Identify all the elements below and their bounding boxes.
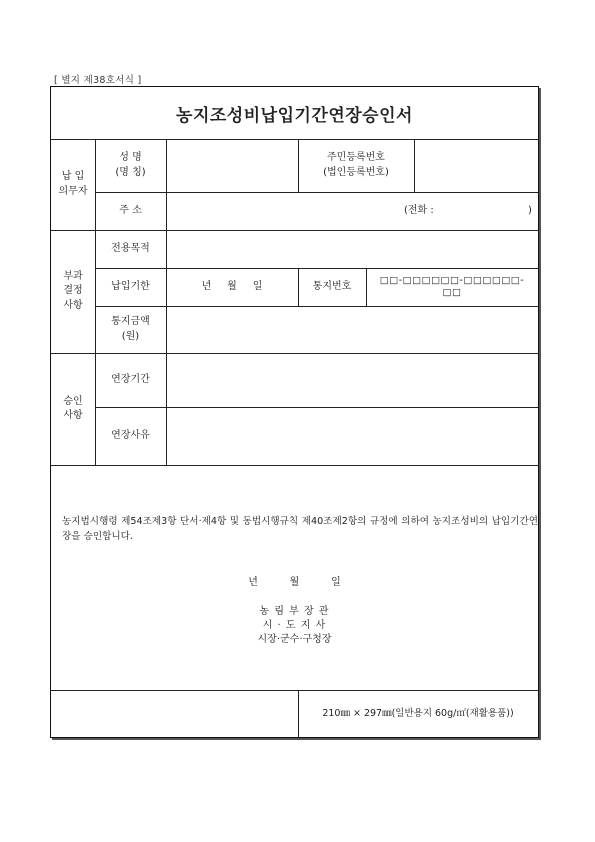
approval-statement: 농지법시행령 제54조제3항 단서·제4항 및 동법시행규칙 제40조제2항의 규정에 의하여 농지조성비의 납입기간연장을 승인합니다. (62, 516, 538, 543)
signature-date: 년 월 일 (248, 577, 341, 588)
approval-group-label: 승인 사항 (63, 395, 83, 421)
purpose-field[interactable] (166, 230, 538, 268)
authority-line-2: 시 · 도 지 사 (262, 620, 327, 631)
id-number-label: 주민등록번호 (법인등록번호) (323, 152, 389, 178)
levy-group-label: 부과 결정 사항 (63, 270, 83, 311)
reason-field[interactable] (166, 407, 538, 465)
period-label: 연장기간 (111, 373, 150, 385)
notice-number-field[interactable]: □□-□□□□□□-□□□□□□- □□ (379, 275, 525, 298)
address-field[interactable] (166, 192, 404, 230)
paper-spec: 210㎜ × 297㎜(일반용지 60g/㎡(재활용품)) (322, 707, 514, 719)
reason-label: 연장사유 (111, 429, 150, 441)
phone-close-paren: ) (528, 204, 532, 216)
authority-line-3: 시장·군수·구청장 (257, 634, 332, 645)
period-field[interactable] (166, 353, 538, 407)
authority-line-1: 농 림 부 장 관 (259, 606, 330, 617)
name-field[interactable] (166, 139, 298, 192)
form-title: 농지조성비납입기간연장승인서 (176, 105, 413, 126)
deadline-label: 납입기한 (111, 280, 150, 292)
name-label: 성 명 (명 칭) (115, 152, 146, 178)
amount-field[interactable] (166, 306, 538, 353)
amount-label: 통지금액 (원) (111, 316, 150, 342)
form-number-label: [ 별지 제38호서식 ] (54, 75, 142, 86)
deadline-date-field[interactable]: 년 월 일 (201, 280, 263, 292)
id-number-field[interactable] (414, 139, 538, 192)
divider-approval (51, 465, 538, 466)
purpose-label: 전용목적 (111, 242, 150, 254)
phone-field[interactable] (474, 192, 524, 230)
phone-label: (전화 : (404, 204, 434, 216)
address-label: 주 소 (119, 204, 142, 216)
payer-group-label: 납 입 의무자 (58, 171, 88, 197)
notice-number-label: 통지번호 (312, 280, 352, 292)
